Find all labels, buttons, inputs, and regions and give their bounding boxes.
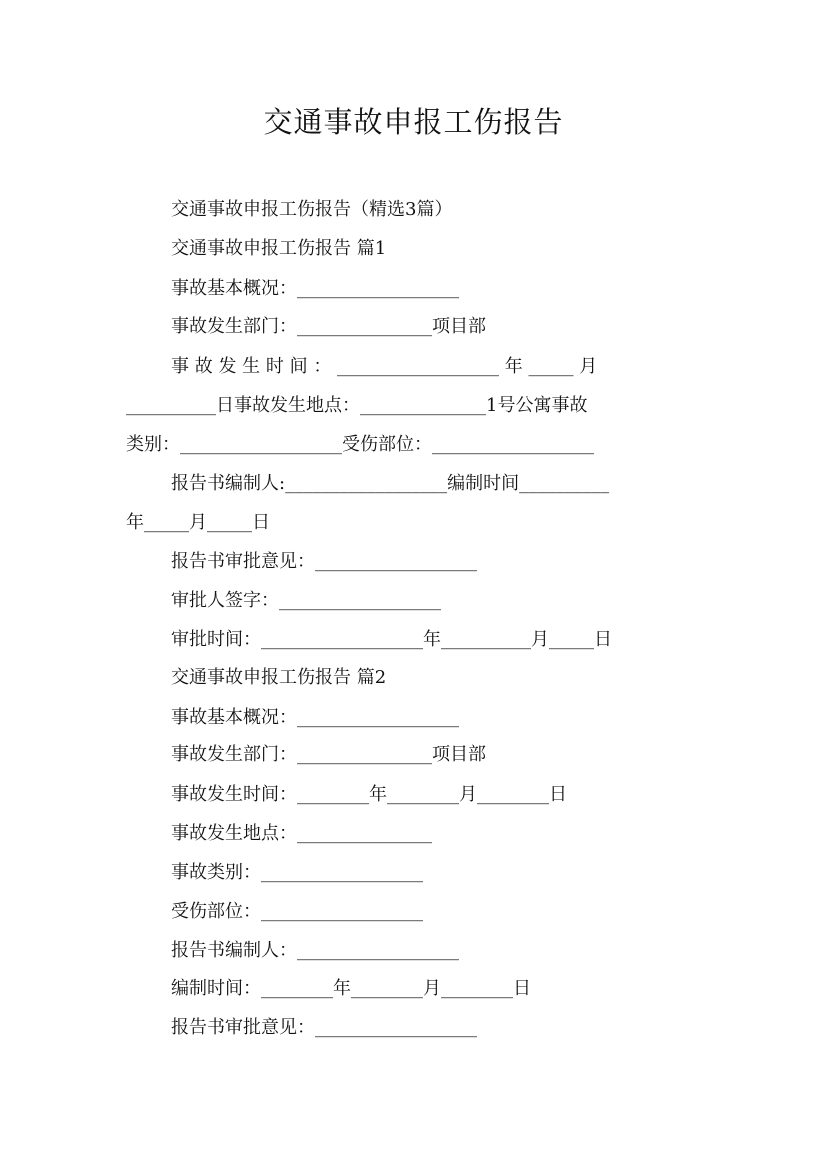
document-title: 交通事故申报工伤报告 (263, 105, 564, 139)
approval-opinion-line: 报告书审批意见：__________________ (171, 551, 477, 572)
accident-time-line: 事 故 发 生 时 间 ： __________________ 年 _____ 月 (171, 356, 598, 377)
accident-location-line-2: 事故发生地点：_______________ (171, 823, 432, 844)
accident-department-line-2: 事故发生部门：_______________项目部 (171, 744, 486, 765)
section-heading-2: 交通事故申报工伤报告 篇2 (171, 667, 387, 688)
subtitle-line: 交通事故申报工伤报告（精选3篇） (171, 199, 453, 220)
approval-opinion-line-2: 报告书审批意见：__________________ (171, 1017, 477, 1038)
approver-signature-line: 审批人签字：__________________ (171, 590, 441, 611)
accident-type-injury-line: 类别：__________________受伤部位：__________________ (126, 434, 594, 455)
report-author-line: 报告书编制人:__________________编制时间__________ (171, 473, 610, 494)
approval-time-line: 审批时间：__________________年__________月_____日 (171, 629, 612, 650)
report-author-line-2: 报告书编制人：__________________ (171, 940, 459, 961)
accident-department-line: 事故发生部门：_______________项目部 (171, 316, 486, 337)
report-date-line: 年_____月_____日 (126, 512, 270, 533)
compile-time-line-2: 编制时间：________年________月________日 (171, 978, 531, 999)
accident-location-line: __________日事故发生地点：______________1号公寓事故 (126, 395, 588, 416)
accident-time-line-2: 事故发生时间：________年________月________日 (171, 784, 567, 805)
accident-overview-line: 事故基本概况：__________________ (171, 278, 459, 299)
section-heading-1: 交通事故申报工伤报告 篇1 (171, 238, 387, 259)
accident-overview-line-2: 事故基本概况：__________________ (171, 707, 459, 728)
injury-part-line-2: 受伤部位：__________________ (171, 901, 423, 922)
accident-type-line-2: 事故类别：__________________ (171, 862, 423, 883)
